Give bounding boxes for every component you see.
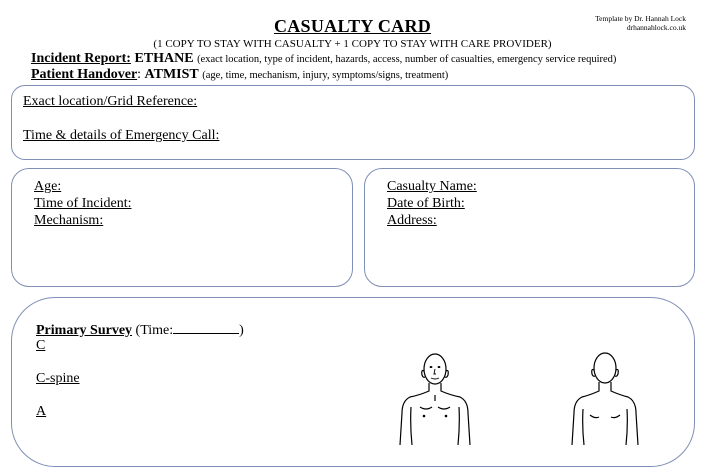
incident-details-box (11, 168, 353, 287)
address-field-label: Address: (387, 213, 437, 228)
casualty-name-field-label: Casualty Name: (387, 179, 477, 194)
patient-handover-line (31, 67, 448, 83)
location-box (11, 85, 695, 160)
time-open: (Time: (135, 323, 174, 338)
card-title: CASUALTY CARD (273, 16, 432, 36)
primary-survey-label: Primary Survey (36, 323, 133, 338)
credit-author: Template by Dr. Hannah Lock (595, 14, 686, 23)
location-field-label: Exact location/Grid Reference: (23, 94, 198, 109)
patient-handover-label: Patient Handover (31, 67, 138, 82)
time-close: ) (239, 323, 244, 338)
age-field-label: Age: (34, 179, 62, 194)
atmist-description: (age, time, mechanism, injury, symptoms/signs, treatment) (202, 70, 449, 81)
survey-item-airway: A (36, 404, 47, 419)
mechanism-field-label: Mechanism: (34, 213, 104, 228)
time-of-incident-field-label: Time of Incident: (34, 196, 132, 211)
time-blank-line (173, 321, 239, 334)
body-back-outline (550, 345, 660, 445)
card-subtitle: (1 COPY TO STAY WITH CASUALTY + 1 COPY TO STAY WITH CARE PROVIDER) (153, 38, 552, 50)
body-front-outline (380, 345, 490, 445)
incident-report-line (31, 51, 616, 67)
date-of-birth-field-label: Date of Birth: (387, 196, 465, 211)
template-credit (595, 14, 686, 32)
incident-report-label: Incident Report: (31, 51, 131, 66)
ethane-description: (exact location, type of incident, hazards, access, number of casualties, emergency service required) (197, 54, 617, 65)
emergency-call-field-label: Time & details of Emergency Call: (23, 128, 220, 143)
atmist-acronym: ATMIST (144, 67, 199, 82)
credit-website: drhannahlock.co.uk (626, 23, 686, 32)
ethane-acronym: ETHANE (134, 51, 194, 66)
survey-item-circulation: C (36, 338, 46, 353)
primary-survey-heading (36, 321, 244, 339)
handover-colon: : (137, 67, 142, 82)
survey-item-c-spine: C-spine (36, 371, 80, 386)
casualty-details-box (364, 168, 695, 287)
